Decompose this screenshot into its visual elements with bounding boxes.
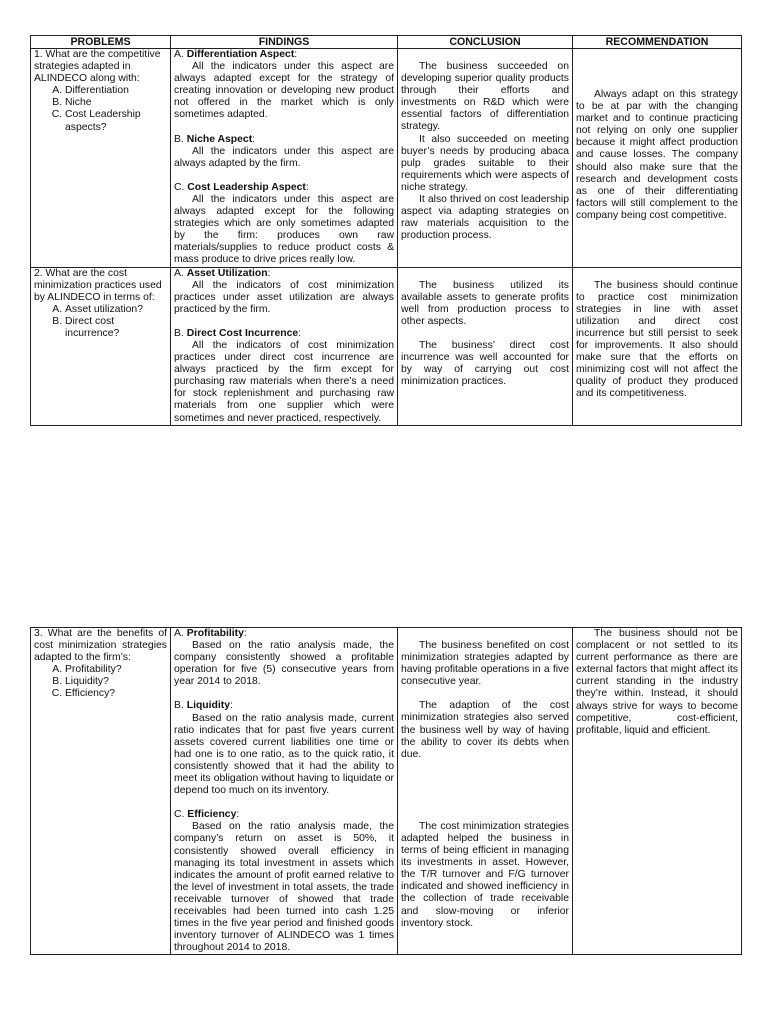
conclusion-cell — [398, 49, 573, 268]
list-item: A. Asset utilization? — [65, 304, 167, 316]
conclusion-text: The cost minimization strategies adapted helped the business in terms of being efficient in managing its investments in asset. However, the T/R turnover and F/G turnover indicated and showed inefficiency in the collection of trade receivable and slow-moving or inferior inventory stock. — [401, 820, 569, 929]
problem-text: 3. What are the benefits of cost minimization strategies adapted to the firm’s: — [34, 628, 167, 664]
list-item: A. Profitability? — [65, 664, 167, 676]
conclusion-text: The adaption of the cost minimization strategies also served the business well by way of having the ability to cover its debts when due. — [401, 700, 569, 760]
recommendation-cell — [573, 628, 742, 955]
table-row — [31, 49, 742, 268]
problem-text: 1. What are the competitive strategies adapted in ALINDECO along with: — [34, 49, 161, 85]
finding-heading: A. Profitability: — [174, 628, 247, 639]
finding-body: All the indicators of cost minimization practices under direct cost incurrence are always practiced by the firm except for purchasing raw materials when there’s a need for stock replenishment and purchasing raw materials from one supplier which were sometimes and never practiced, respectively. — [174, 339, 394, 424]
finding-body: All the indicators under this aspect are always adapted except for the following strategies which are only sometimes adapted by the firm: produces own raw materials/supplies to reduce product costs & mass produce to drive prices really low. — [174, 193, 394, 266]
list-item: C. Efficiency? — [65, 688, 167, 700]
header-row — [31, 36, 742, 49]
problem-text: 2. What are the cost minimization practices used by ALINDECO in terms of: — [34, 267, 162, 303]
conclusion-text: The business benefited on cost minimization strategies adapted by having profitable operations in a five consecutive year. — [401, 640, 569, 688]
finding-heading: C. Efficiency: — [174, 809, 240, 821]
recommendation-text: The business should not be complacent or not settled to its current performance as there are external factors that might affect its current standing in the industry they’re within. Instead, it should always strive for ways to become competitive, cost-efficient, profitable, liquid and efficient. — [576, 628, 738, 736]
header-recommendation: RECOMMENDATION — [573, 36, 742, 49]
list-item: C. Cost Leadership aspects? — [65, 109, 167, 133]
conclusion-text: The business’ direct cost incurrence was well accounted for by way of carrying out cost minimization practices. — [401, 339, 569, 388]
list-item: B. Niche — [65, 97, 167, 109]
conclusion-text: The business succeeded on developing superior quality products through their efforts and investments on R&D which were essential factors of differentiation strategy. — [401, 61, 569, 133]
finding-body: All the indicators under this aspect are always adapted except for the strategy of creating innovation or developing new product not offered in the market which is only sometimes adapted. — [174, 61, 394, 121]
recommendation-text: Always adapt on this strategy to be at par with the changing market and to continue practicing not relying on only one supplier because it might affect production and cause losses. The company should also make sure that the research and development costs as one of their differentiating factors will still complement to the company being cost competitive. — [576, 89, 738, 221]
recommendation-cell — [573, 267, 742, 425]
finding-heading: A. Asset Utilization: — [174, 267, 271, 279]
recommendation-text: The business should continue to practice cost minimization strategies in line with asset utilization and direct cost incurrence but still persist to seek for improvements. It also should make sure that the efforts on minimizing cost will not affect the quality of product they produced and its competitiveness. — [576, 279, 738, 400]
conclusion-cell — [398, 267, 573, 425]
problem-list — [34, 664, 167, 700]
finding-heading: B. Direct Cost Incurrence: — [174, 327, 302, 339]
findings-table-1 — [30, 35, 742, 426]
list-item: B. Direct cost incurrence? — [65, 316, 167, 340]
finding-heading: A. Differentiation Aspect: — [174, 49, 298, 60]
problem-list — [34, 85, 167, 133]
finding-heading: B. Niche Aspect: — [174, 133, 256, 145]
finding-heading: B. Liquidity: — [174, 700, 233, 712]
table-row — [31, 628, 742, 955]
list-item: B. Liquidity? — [65, 676, 167, 688]
recommendation-cell — [573, 49, 742, 268]
conclusion-text: It also succeeded on meeting buyer’s needs by producing abaca pulp grades suitable to their requirements which were aspects of niche strategy. — [401, 133, 569, 193]
problem-cell — [31, 267, 171, 425]
finding-body: Based on the ratio analysis made, the company’s return on asset is 50%, it consistently showed overall efficiency in managing its total investment in assets which indicates the amount of profit earned relative to the level of investment in total assets, the trade receivable turnover of showed that trade receivables had been turned into cash 1.25 times in the five year period and finished goods inventory turnover of ALINDECO was 1 times throughout 2014 to 2018. — [174, 821, 394, 954]
finding-body: Based on the ratio analysis made, the company consistently showed a profitable operation for five (5) consecutive years from year 2014 to 2018. — [174, 640, 394, 688]
findings-cell — [171, 49, 398, 268]
findings-cell — [171, 628, 398, 955]
problem-cell — [31, 49, 171, 268]
findings-cell — [171, 267, 398, 425]
finding-body: All the indicators under this aspect are always adapted by the firm. — [174, 145, 394, 169]
header-problems: PROBLEMS — [31, 36, 171, 49]
finding-heading: C. Cost Leadership Aspect: — [174, 181, 309, 193]
problem-list — [34, 304, 167, 340]
findings-table-2 — [30, 627, 742, 955]
table-row — [31, 267, 742, 425]
header-conclusion: CONCLUSION — [398, 36, 573, 49]
finding-body: All the indicators of cost minimization practices under asset utilization are always practiced by the firm. — [174, 279, 394, 315]
header-findings: FINDINGS — [171, 36, 398, 49]
conclusion-cell — [398, 628, 573, 955]
conclusion-text: The business utilized its available assets to generate profits well from production process to other aspects. — [401, 279, 569, 327]
problem-cell — [31, 628, 171, 955]
list-item: A. Differentiation — [65, 85, 167, 97]
finding-body: Based on the ratio analysis made, current ratio indicates that for past five years current assets covered current liabilities one time or had one is to one ratio, as to the quick ratio, it consistently showed that it had the ability to meet its obligation without having to liquidate or depend too much on its inventory. — [174, 712, 394, 797]
conclusion-text: It also thrived on cost leadership aspect via adapting strategies on raw materials acquisition to the production process. — [401, 194, 569, 242]
